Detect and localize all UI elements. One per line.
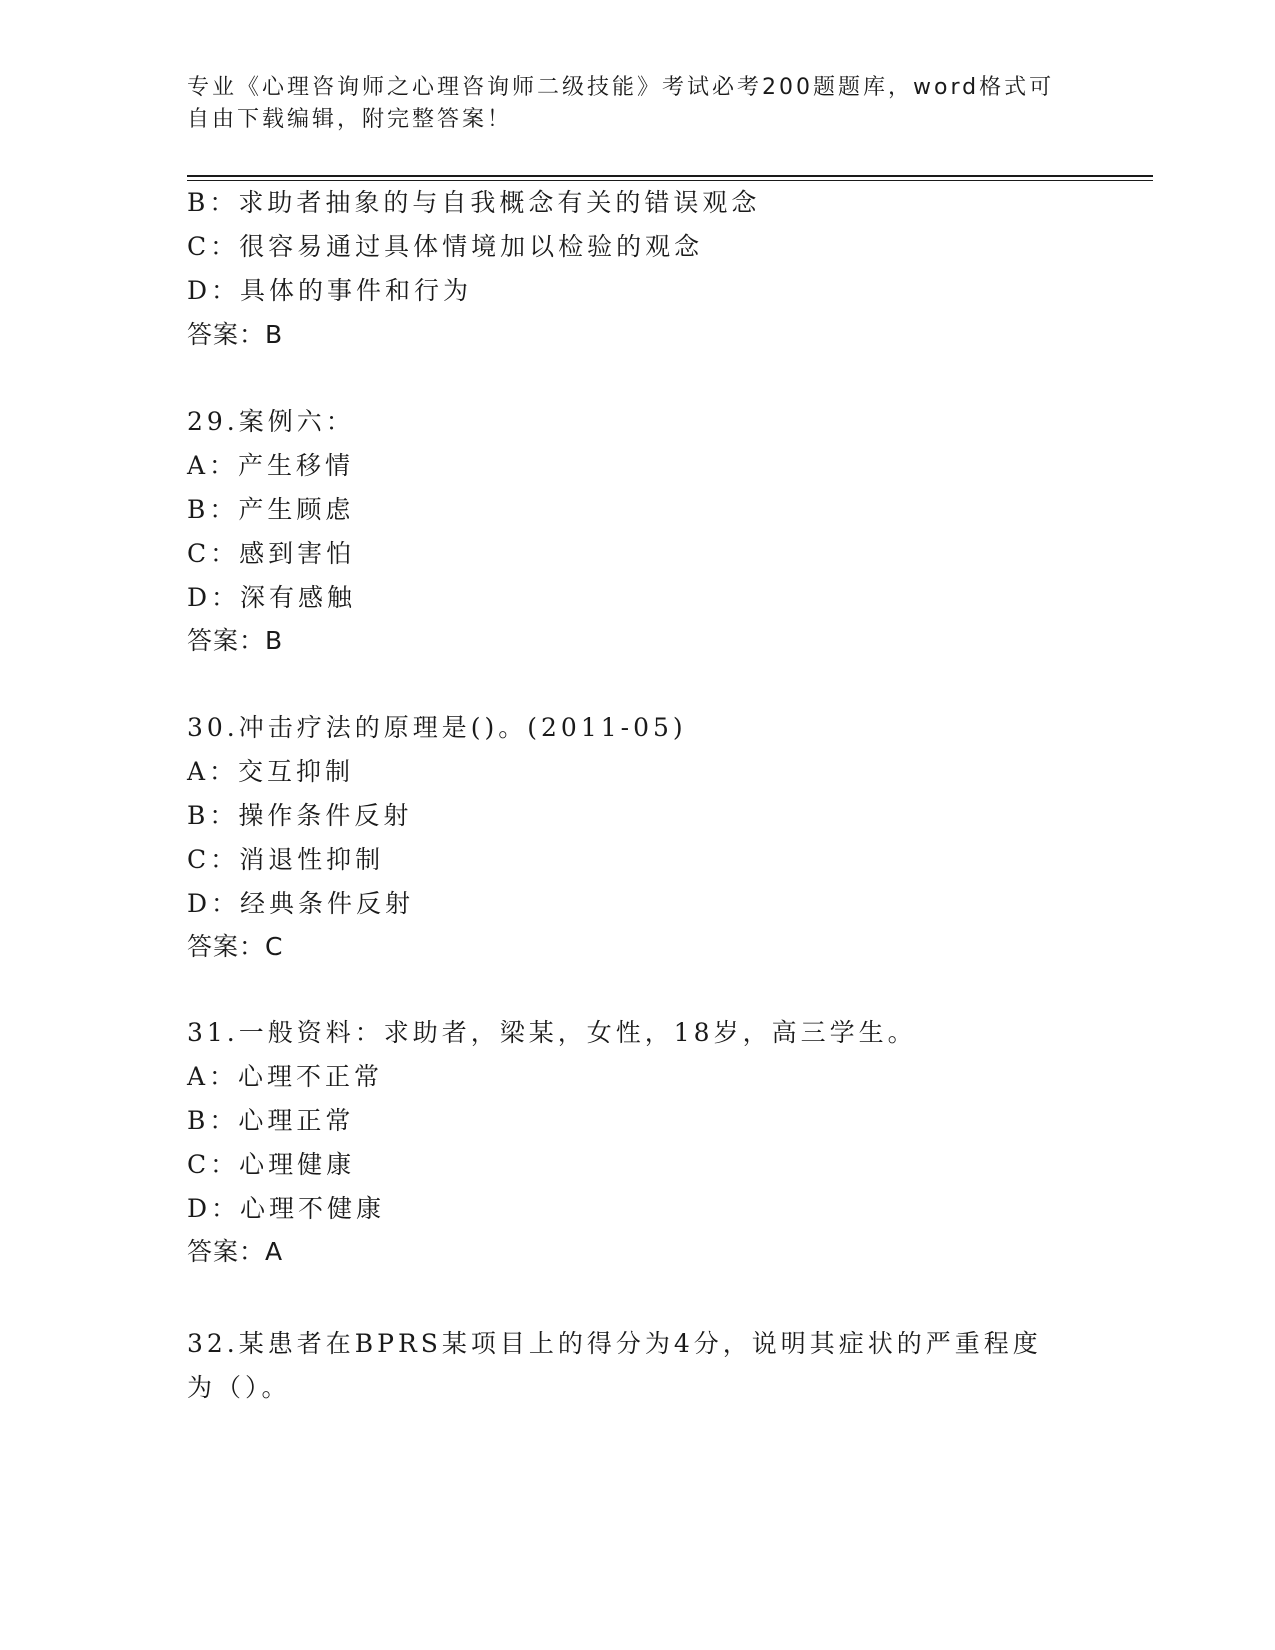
answer: 答案：B [187,626,284,655]
option-b: B：产生顾虑 [187,495,355,524]
option-c: C：心理健康 [187,1150,356,1179]
option-d: D：具体的事件和行为 [187,276,473,305]
answer: 答案：A [187,1237,284,1266]
option-c: C：很容易通过具体情境加以检验的观念 [187,232,704,261]
document-header: 专业《心理咨询师之心理咨询师二级技能》考试必考200题题库，word格式可自由下载编辑，附完整答案！ [187,75,1055,132]
option-b: B：求助者抽象的与自我概念有关的错误观念 [187,188,761,217]
option-b: B：操作条件反射 [187,801,413,830]
option-a: A：心理不正常 [187,1062,384,1091]
option-d: D：经典条件反射 [187,889,415,918]
question-stem: 29.案例六： [187,407,355,436]
header-divider [187,175,1153,181]
option-c: C：感到害怕 [187,539,356,568]
answer: 答案：B [187,320,284,349]
option-a: A：交互抑制 [187,757,355,786]
question-stem: 32.某患者在BPRS某项目上的得分为4分，说明其症状的严重程度为（）。 [187,1329,1042,1402]
question-stem: 30.冲击疗法的原理是()。(2011-05) [187,713,687,742]
option-c: C：消退性抑制 [187,845,385,874]
option-b: B：心理正常 [187,1106,355,1135]
answer: 答案：C [187,932,284,961]
option-d: D：心理不健康 [187,1194,386,1223]
option-d: D：深有感触 [187,583,357,612]
option-a: A：产生移情 [187,451,355,480]
question-stem: 31.一般资料：求助者，梁某，女性，18岁，高三学生。 [187,1018,917,1047]
